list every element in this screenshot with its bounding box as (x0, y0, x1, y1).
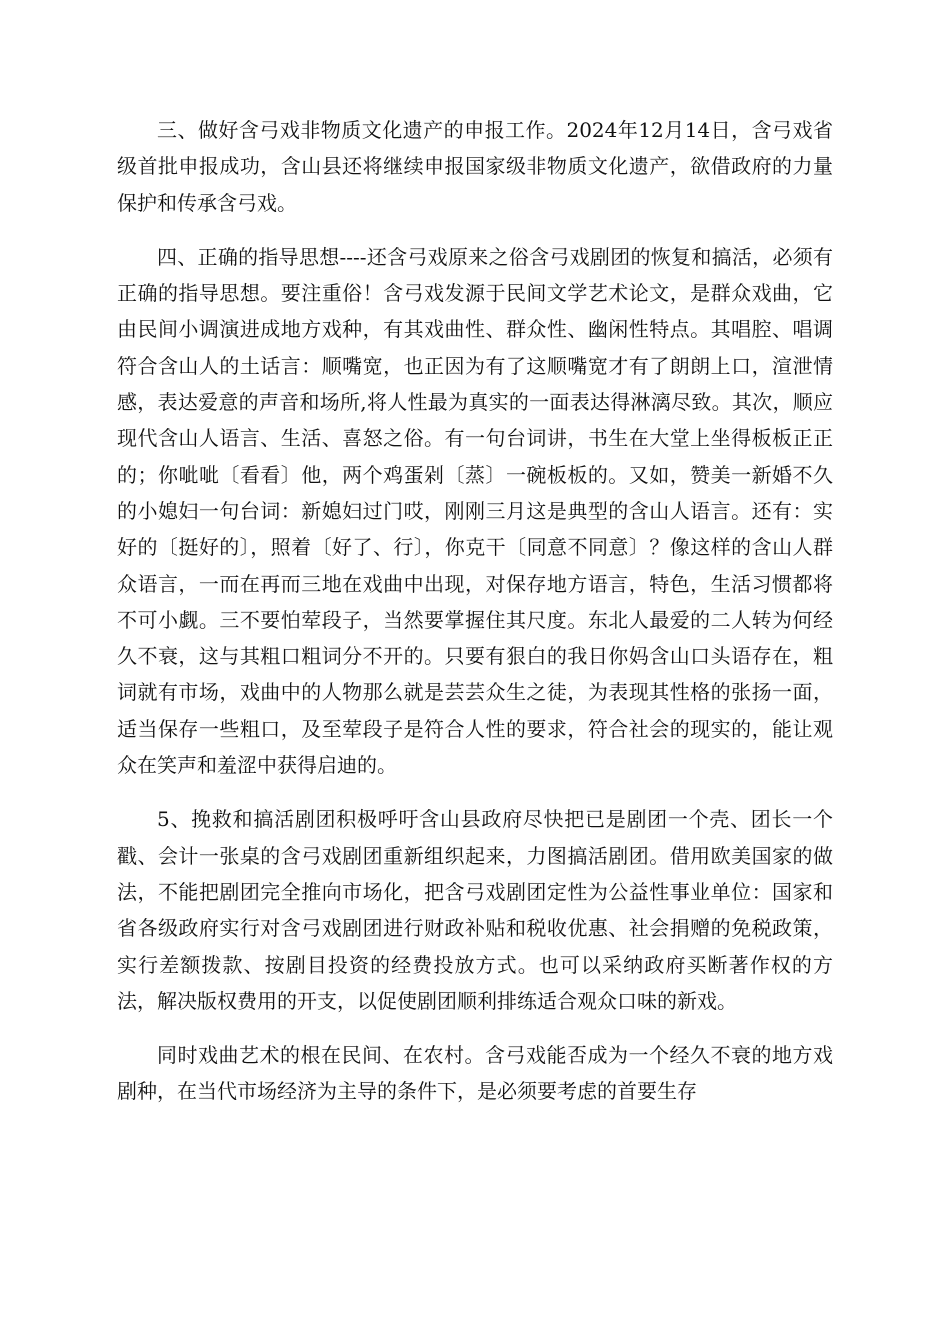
paragraph-guiding-thought: 四、正确的指导思想----还含弓戏原来之俗含弓戏剧团的恢复和搞活，必须有正确的指导思想。要注重俗！含弓戏发源于民间文学艺术论文，是群众戏曲，它由民间小调演进成地方戏种，有其戏曲性、群众性、幽闲性特点。其唱腔、唱调符合含山人的土话言：顺嘴宽，也正因为有了这顺嘴宽才有了朗朗上口，渲泄情感，表达爱意的声音和场所,将人性最为真实的一面表达得淋漓尽致。其次，顺应现代含山人语言、生活、喜怒之俗。有一句台词讲，书生在大堂上坐得板板正正的；你呲呲〔看看〕他，两个鸡蛋剁〔蒸〕一碗板板的。又如，赞美一新婚不久的小媳妇一句台词：新媳妇过门哎，刚刚三月这是典型的含山人语言。还有：实好的〔挺好的〕，照着〔好了、行〕，你克干〔同意不同意〕？像这样的含山人群众语言，一而在再而三地在戏曲中出现，对保存地方语言，特色，生活习惯都将不可小觑。三不要怕荤段子，当然要掌握住其尺度。东北人最爱的二人转为何经久不衰，这与其粗口粗词分不开的。只要有狠白的我日你妈含山口头语存在，粗词就有市场，戏曲中的人物那么就是芸芸众生之徒，为表现其性格的张扬一面，适当保存一些粗口，及至荤段子是符合人性的要求，符合社会的现实的，能让观众在笑声和羞涩中获得启迪的。 (117, 244, 833, 778)
paragraph-rescue-troupe: 5、挽救和搞活剧团积极呼吁含山县政府尽快把已是剧团一个壳、团长一个戳、会计一张桌的含弓戏剧团重新组织起来，力图搞活剧团。借用欧美国家的做法，不能把剧团完全推向市场化，把含弓戏剧团定性为公益性事业单位：国家和省各级政府实行对含弓戏剧团进行财政补贴和税收优惠、社会捐赠的免税政策，实行差额拨款、按剧目投资的经费投放方式。也可以采纳政府买断著作权的方法，解决版权费用的开支，以促使剧团顺利排练适合观众口味的新戏。 (117, 807, 833, 1013)
paragraph-folk-roots: 同时戏曲艺术的根在民间、在农村。含弓戏能否成为一个经久不衰的地方戏剧种，在当代市场经济为主导的条件下，是必须要考虑的首要生存 (117, 1043, 833, 1104)
paragraph-application-work: 三、做好含弓戏非物质文化遗产的申报工作。2024年12月14日，含弓戏省级首批申报成功，含山县还将继续申报国家级非物质文化遗产，欲借政府的力量保护和传承含弓戏。 (117, 118, 833, 215)
document-body (117, 112, 833, 1128)
